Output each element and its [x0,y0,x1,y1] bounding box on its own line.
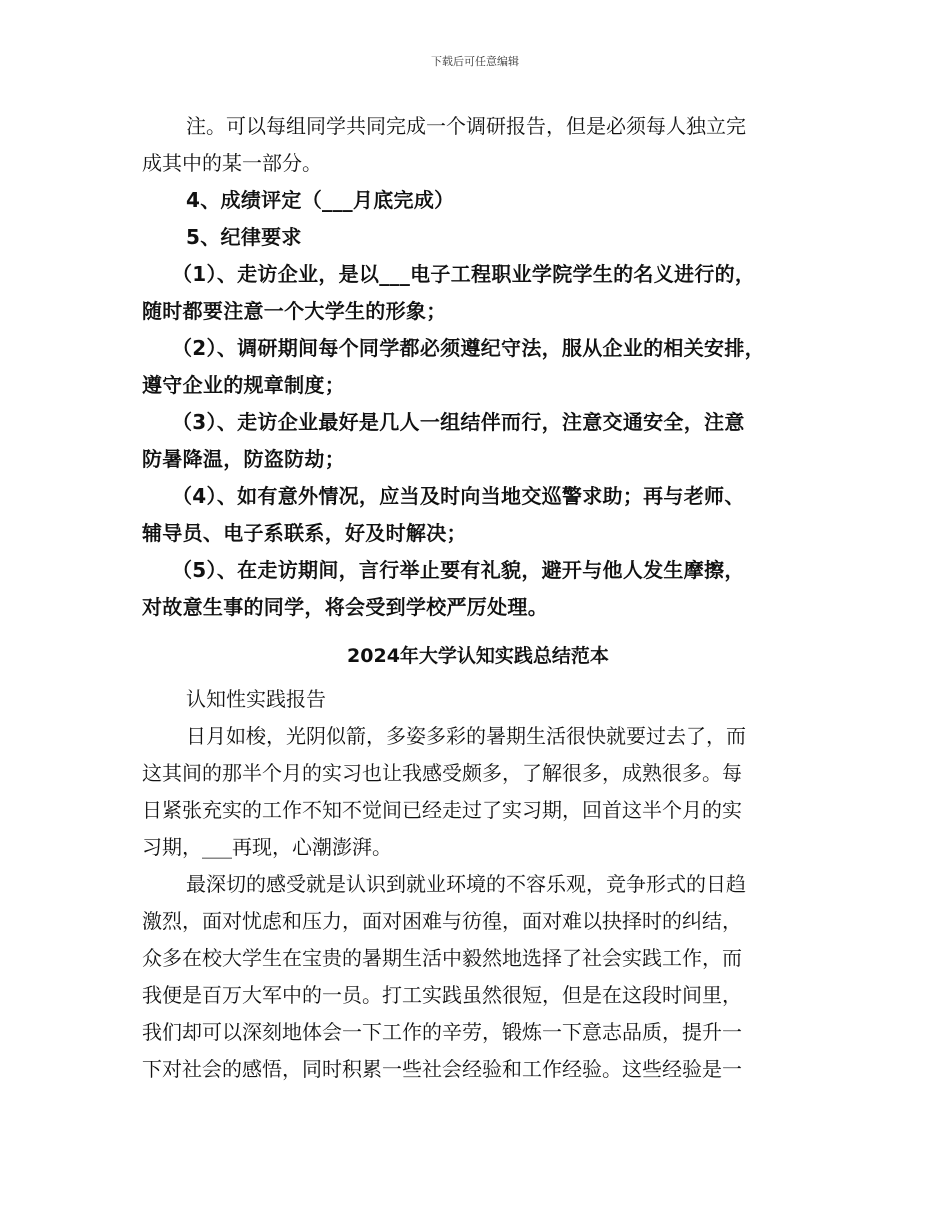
rule-line: （1）、走访企业，是以___电子工程职业学院学生的名义进行的， [172,262,756,286]
section-item-discipline: 5、纪律要求 [186,225,302,249]
article-subtitle: 认知性实践报告 [186,687,326,711]
paragraph-line: 激烈，面对忧虑和压力，面对困难与彷徨，面对难以抉择时的纠结， [142,909,742,933]
article-title: 2024年大学认知实践总结范本 [347,645,609,667]
paragraph-line: 习期，___再现，心潮澎湃。 [142,835,392,859]
rule-line: 对故意生事的同学，将会受到学校严厉处理。 [142,595,548,619]
rule-line: 辅导员、电子系联系，好及时解决； [142,521,467,545]
paragraph-line: 我便是百万大军中的一员。打工实践虽然很短，但是在这段时间里， [142,983,742,1007]
text-line: 成其中的某一部分。 [142,151,322,175]
document-body [142,108,814,1088]
paragraph-line: 日月如梭，光阴似箭，多姿多彩的暑期生活很快就要过去了，而 [186,724,746,748]
paragraph-line: 最深切的感受就是认识到就业环境的不容乐观，竞争形式的日趋 [186,872,746,896]
text-line: 注。可以每组同学共同完成一个调研报告，但是必须每人独立完 [186,114,746,138]
paragraph-line: 这其间的那半个月的实习也让我感受颇多，了解很多，成熟很多。每 [142,761,742,785]
rule-line: 随时都要注意一个大学生的形象； [142,299,447,323]
paragraph-line: 我们却可以深刻地体会一下工作的辛劳，锻炼一下意志品质，提升一 [142,1020,742,1044]
page-header: 下载后可任意编辑 [431,55,519,68]
paragraph-line: 众多在校大学生在宝贵的暑期生活中毅然地选择了社会实践工作，而 [142,946,742,970]
paragraph-line: 下对社会的感悟，同时积累一些社会经验和工作经验。这些经验是一 [142,1057,742,1081]
rule-line: （5）、在走访期间，言行举止要有礼貌，避开与他人发生摩擦， [172,558,745,582]
section-item-grading: 4、成绩评定（___月底完成） [186,188,455,212]
rule-line: （2）、调研期间每个同学都必须遵纪守法，服从企业的相关安排， [172,336,765,360]
rule-line: （4）、如有意外情况，应当及时向当地交巡警求助；再与老师、 [172,484,745,508]
rule-line: （3）、走访企业最好是几人一组结伴而行，注意交通安全，注意 [172,410,745,434]
rule-line: 防暑降温，防盗防劫； [142,447,345,471]
rule-line: 遵守企业的规章制度； [142,373,345,397]
paragraph-line: 日紧张充实的工作不知不觉间已经走过了实习期，回首这半个月的实 [142,798,742,822]
